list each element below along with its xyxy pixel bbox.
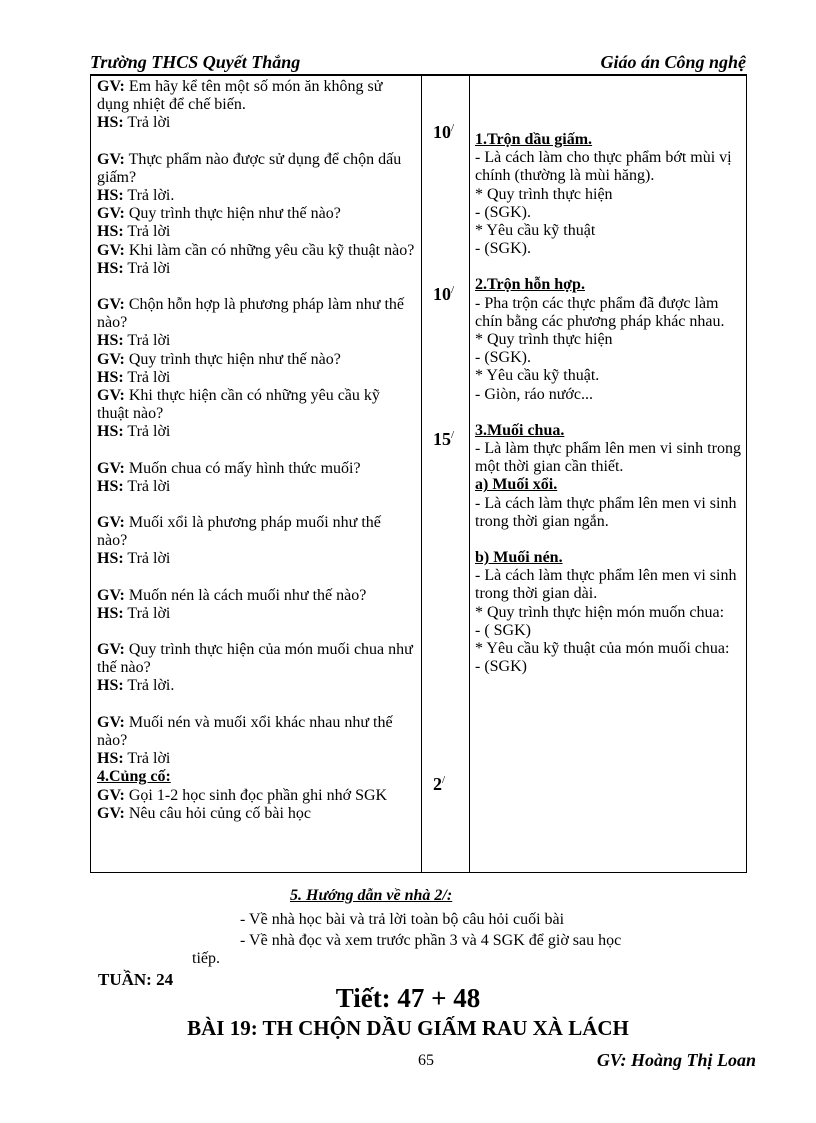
hs-line: HS: Trả lời	[97, 368, 171, 386]
gv-question: Muối xổi là phương pháp muối như thế nào?	[97, 514, 381, 550]
hs-line: HS: Trả lời.	[97, 677, 175, 695]
hs-line	[97, 114, 415, 132]
hs-answer: Trả lời	[123, 604, 171, 622]
hs-answer: Trả lời	[123, 114, 171, 132]
gv-question: Muốn nén là cách muối như thế nào?	[124, 586, 367, 604]
homework-line-1: - Về nhà học bài và trả lời toàn bộ câu hỏi cuối bài	[240, 911, 565, 928]
page-number: 65	[418, 1052, 434, 1069]
hs-line: HS: Trả lời	[97, 259, 171, 277]
content-line: - (SGK).	[475, 203, 531, 221]
gv-line: GV: Muốn chua có mấy hình thức muối?	[97, 459, 361, 477]
period-heading: Tiết: 47 + 48	[335, 983, 481, 1013]
gv-question: Quy trình thực hiện như thế nào?	[124, 205, 341, 223]
hs-answer: Trả lời	[123, 550, 171, 568]
gv-instruction: Gọi 1-2 học sinh đọc phần ghi nhớ SGK	[124, 786, 388, 804]
hs-line: HS: Trả lời	[97, 750, 171, 768]
gv-question: Muối nén và muối xổi khác nhau như thế nào?	[97, 713, 393, 749]
week-label: TUẦN: 24	[98, 970, 174, 989]
teacher-name: GV: Hoàng Thị Loan	[596, 1050, 756, 1070]
homework-title: 5. Hướng dẫn về nhà 2/:	[290, 887, 453, 904]
content-line: - Pha trộn các thực phẩm đã được làm chín bằng các phương pháp khác nhau.	[475, 294, 725, 330]
hs-line: HS: Trả lời	[97, 604, 171, 622]
content-line: - Giòn, ráo nước...	[475, 385, 593, 403]
content-column	[475, 78, 743, 676]
cungco-title: 4.Củng cố:	[97, 768, 171, 786]
gv-line: GV: Muối nén và muối xổi khác nhau như thế nào?	[97, 713, 393, 749]
column-divider-2	[469, 76, 470, 872]
gv-line: GV: Chộn hỗn hợp là phương pháp làm như thế nào?	[97, 296, 404, 332]
hs-answer: Trả lời	[123, 223, 171, 241]
content-line: * Quy trình thực hiện	[475, 185, 613, 203]
gv-line: GV: Nêu câu hỏi củng cố bài học	[97, 804, 312, 822]
content-line: - Là làm thực phẩm lên men vi sinh trong một thời gian cần thiết.	[475, 440, 741, 476]
gv-instruction: Nêu câu hỏi củng cố bài học	[124, 804, 312, 822]
section-2-title: 2.Trộn hỗn hợp.	[475, 276, 585, 294]
hs-answer: Trả lời.	[123, 677, 175, 695]
time-mark-1: 10/	[433, 122, 455, 142]
gv-question: Thực phẩm nào được sử dụng để chộn dấu giấm?	[97, 150, 402, 186]
hs-answer: Trả lời	[123, 259, 171, 277]
section-3-title: 3.Muối chua.	[475, 421, 565, 439]
time-mark-2: 10/	[433, 284, 455, 304]
gv-line: GV: Muối xổi là phương pháp muối như thế nào?	[97, 514, 381, 550]
gv-line: GV: Quy trình thực hiện của món muối chua như thế nào?	[97, 641, 413, 677]
hs-line: HS: Trả lời	[97, 423, 171, 441]
content-line: - (SGK).	[475, 349, 531, 367]
school-name: Trường THCS Quyết Thắng	[90, 52, 301, 72]
hs-label: HS:	[97, 114, 124, 132]
content-line: - ( SGK)	[475, 621, 531, 639]
gv-question: Muốn chua có mấy hình thức muối?	[124, 459, 361, 477]
content-line: - (SGK).	[475, 240, 531, 258]
time-mark-4: 2/	[433, 774, 446, 794]
gv-line: GV: Quy trình thực hiện như thế nào?	[97, 205, 341, 223]
subject-name: Giáo án Công nghệ	[600, 52, 746, 72]
subsection-b-title: b) Muối nén.	[475, 549, 563, 567]
section-1-title: 1.Trộn dầu giấm.	[475, 131, 593, 148]
gv-line: GV: Khi thực hiện cần có những yêu cầu kỹ thuật nào?	[97, 387, 380, 423]
gv-question: Quy trình thực hiện của món muối chua như thế nào?	[97, 641, 413, 677]
activity-block-1	[97, 78, 415, 114]
gv-question: Em hãy kể tên một số món ăn không sử dụng nhiệt để chế biến.	[97, 78, 383, 114]
content-line: * Yêu cầu kỹ thuật.	[475, 367, 600, 385]
gv-question: Quy trình thực hiện như thế nào?	[124, 350, 341, 368]
gv-line: GV: Gọi 1-2 học sinh đọc phần ghi nhớ SGK	[97, 786, 388, 804]
gv-label: GV:	[97, 78, 125, 95]
hs-line: HS: Trả lời	[97, 550, 171, 568]
gv-line: GV: Khi làm cần có những yêu cầu kỹ thuật nào?	[97, 241, 415, 259]
gv-line: GV: Thực phẩm nào được sử dụng để chộn dấu giấm?	[97, 150, 402, 186]
content-line: - (SGK)	[475, 658, 527, 676]
gv-question: Chộn hỗn hợp là phương pháp làm như thế nào?	[97, 296, 404, 332]
homework-line-3: tiếp.	[192, 950, 220, 967]
gv-question: Khi làm cần có những yêu cầu kỹ thuật nào?	[124, 241, 415, 259]
content-line: - Là cách làm thực phẩm lên men vi sinh trong thời gian dài.	[475, 567, 737, 603]
subsection-a-title: a) Muối xổi.	[475, 476, 558, 494]
content-line: * Quy trình thực hiện	[475, 331, 613, 349]
lesson-table	[90, 75, 747, 873]
content-line: * Yêu cầu kỹ thuật	[475, 222, 596, 240]
hs-answer: Trả lời.	[123, 187, 175, 205]
column-divider-1	[421, 76, 422, 872]
hs-answer: Trả lời	[123, 368, 171, 386]
time-mark-3: 15/	[433, 429, 455, 449]
hs-line: HS: Trả lời.	[97, 187, 175, 205]
hs-answer: Trả lời	[123, 332, 171, 350]
gv-line: GV: Muốn nén là cách muối như thế nào?	[97, 586, 367, 604]
content-line: - Là cách làm thực phẩm lên men vi sinh trong thời gian ngắn.	[475, 494, 737, 530]
hs-answer: Trả lời	[123, 477, 171, 495]
content-line: * Quy trình thực hiện món muốn chua:	[475, 603, 725, 621]
activities-column	[97, 78, 415, 823]
lesson-title: BÀI 19: TH CHỘN DẦU GIẤM RAU XÀ LÁCH	[187, 1016, 629, 1040]
hs-answer: Trả lời	[123, 750, 171, 768]
homework-line-2: - Về nhà đọc và xem trước phần 3 và 4 SGK để giờ sau học	[240, 932, 622, 949]
gv-line: GV: Quy trình thực hiện như thế nào?	[97, 350, 341, 368]
hs-answer: Trả lời	[123, 423, 171, 441]
hs-line: HS: Trả lời	[97, 223, 171, 241]
hs-line: HS: Trả lời	[97, 332, 171, 350]
content-line: * Yêu cầu kỹ thuật của món muối chua:	[475, 640, 730, 658]
hs-line: HS: Trả lời	[97, 477, 171, 495]
gv-question: Khi thực hiện cần có những yêu cầu kỹ thuật nào?	[97, 387, 380, 423]
content-line: - Là cách làm cho thực phẩm bớt mùi vị chính (thường là mùi hăng).	[475, 149, 732, 185]
